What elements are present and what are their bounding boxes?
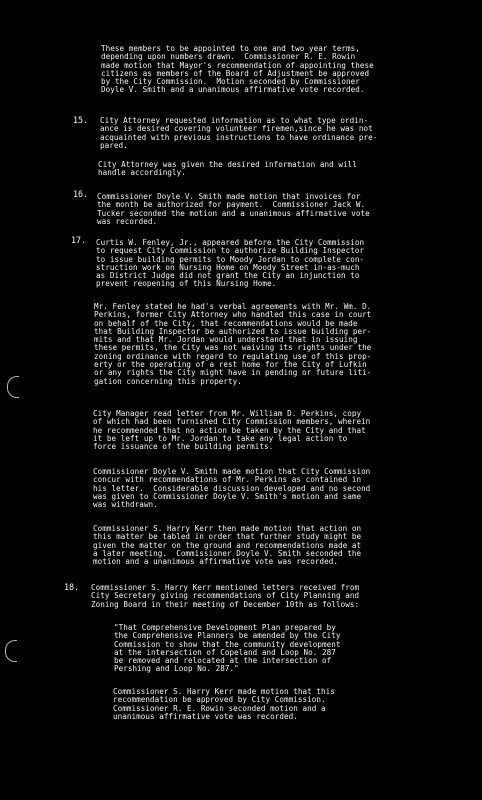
item-18-number: 18. [64,582,80,592]
binder-hole-mark [5,640,17,662]
item-17-paragraph-5: Commissioner S. Harry Kerr then made motion that action on this matter be tabled in order that further study might be given the matter on the ground and recommendations made at a later meeting. Commissioner Doyle V. Smith seconded the motion and a unanimous affirmative vote was recorded. [93,524,362,567]
item-15-paragraph-1: City Attorney requested information as to what type ordin- ance is desired covering volunteer firemen,since he was not acquainted with previous instructions to have ordinance pre- pared. [100,116,378,150]
intro-paragraph: These members to be appointed to one and two year terms, depending upon numbers drawn. Commissioner R. E. Rowin made motion that Mayor's recommendation of appointing these citizens as members of the Board of Adjustment be approved by the City Commission. Motion seconded by Commissioner Doyle V. Smith and a unanimous affirmative vote recorded. [101,44,374,95]
item-16-paragraph: Commissioner Doyle V. Smith made motion that invoices for the month be authorized for payment. Commissioner Jack W. Tucker seconded the motion and a unanimous affirmative vote was recorded. [97,192,370,226]
item-17-paragraph-2: Mr. Fenley stated he had's verbal agreements with Mr. Wm. D. Perkins, former City Attorney who handled this case in court on behalf of the City, that recommendations would be made that Building Inspector be authorized to issue building per- mits and that Mr. Jordan would understand that in issuing these permits, the City was not waiving its rights under the zoning ordinance with regard to regulating use of this prop- erty or the operating of a rest home for the City of Lufkin or any rights the City might have in pending or future liti- gation concerning this property. [94,302,372,386]
item-16-number: 16. [73,189,89,199]
item-17-paragraph-3: City Manager read letter from Mr. William D. Perkins, copy of which had been furnished City Commission members, wherein he recommended that no action be taken by the City and that it be left up to Mr. Jordan to take any legal action to force issuance of the building permits. [93,409,371,452]
item-17-paragraph-4: Commissioner Doyle V. Smith made motion that City Commission concur with recommendations of Mr. Perkins as contained in his letter. Considerable discussion developed and no second was given to Commissioner Doyle V. Smith's motion and same was withdrawn. [93,467,371,510]
item-17-paragraph-1: Curtis W. Fenley, Jr., appeared before the City Commission to request City Commission to authorize Building Inspector to issue building permits to Moody Jordan to complete con- struction work on Nursing Home on Moody Street in-as-much as District Judge did not grant the City an injunction to prevent reopening of this Nursing Home. [96,238,365,289]
item-15-paragraph-2: City Attorney was given the desired information and will handle accordingly. [98,160,357,178]
item-15-number: 15. [73,115,89,125]
item-18-quotation: "That Comprehensive Development Plan prepared by the Comprehensive Planners be amended by the City Commission to show that the community development at the intersection of Copeland and Loop No. 287 be removed and relocated at the intersection of Pershing and Loop No. 287." [114,623,341,674]
item-18-paragraph-1: Commissioner S. Harry Kerr mentioned letters received from City Secretary giving recommendations of City Planning and Zoning Board in their meeting of December 10th as follows: [91,583,360,609]
binder-hole-mark [7,376,19,398]
item-18-paragraph-2: Commissioner S. Harry Kerr made motion that this recommendation be approved by City Commission. Commissioner R. E. Rowin seconded motion and a unanimous affirmative vote was recorded. [113,687,335,721]
item-17-number: 17. [71,235,87,245]
